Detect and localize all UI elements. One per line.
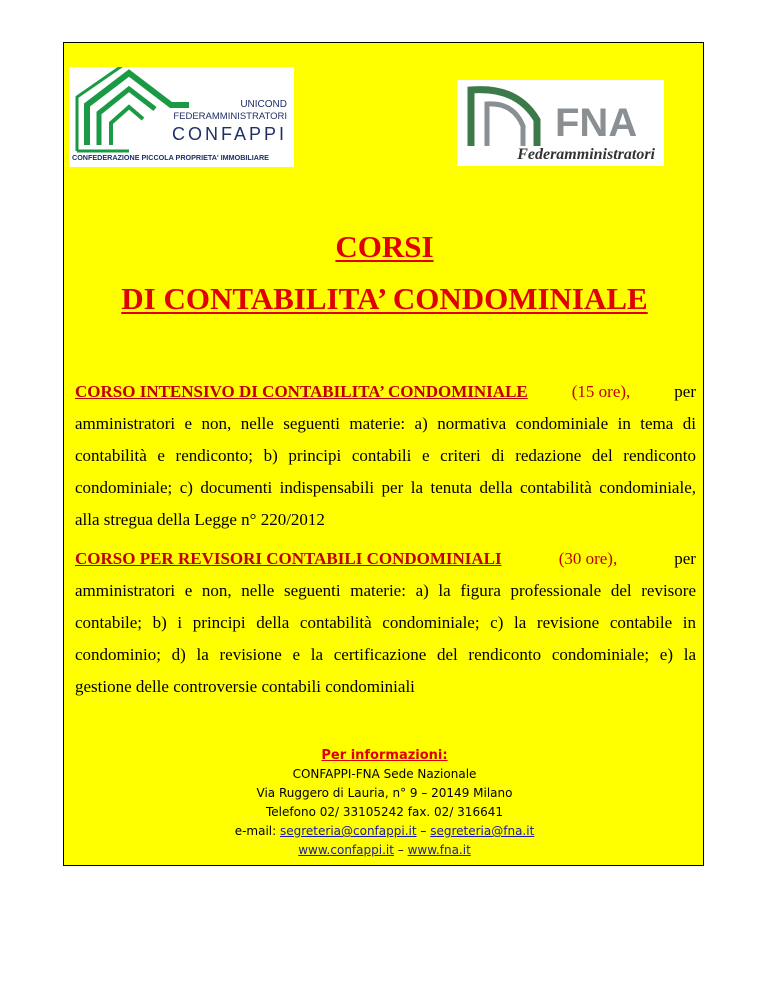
flyer-page: [63, 42, 704, 866]
course-revisori-name: CORSO PER REVISORI CONTABILI CONDOMINIALI: [75, 549, 502, 568]
email-separator: –: [420, 824, 427, 838]
course-intensivo-text-start: per: [674, 382, 696, 401]
email-confappi-link[interactable]: segreteria@confappi.it: [280, 824, 417, 838]
info-address: Via Ruggero di Lauria, n° 9 – 20149 Milano: [256, 786, 513, 800]
title-line1: CORSI: [335, 229, 434, 264]
fna-name: FNA: [555, 101, 638, 145]
title-line2: DI CONTABILITA’ CONDOMINIALE: [121, 281, 648, 316]
info-heading: Per informazioni:: [321, 748, 448, 763]
info-email-row: [64, 822, 705, 841]
confappi-line1: UNICOND: [240, 99, 287, 110]
course-intensivo-first-line: [75, 376, 696, 408]
course-intensivo-line4: condominiale; c) documenti indispensabili per la tenuta della contabilità condominiale,: [75, 478, 696, 497]
course-revisori-line4: condominio; d) la revisione e la certificazione del rendiconto condominiale; e) la: [75, 645, 696, 664]
course-intensivo-line3: contabilità e rendiconto; b) principi contabili e criteri di redazione del rendiconto: [75, 446, 696, 465]
email-label: e-mail:: [234, 824, 277, 838]
course-revisori-hours: (30 ore),: [558, 549, 618, 568]
fna-logo: [457, 80, 664, 166]
info-web-row: [64, 841, 705, 860]
confappi-name: CONFAPPI: [171, 124, 287, 144]
contact-info: [64, 746, 705, 860]
confappi-house-icon: [69, 67, 294, 167]
web-fna-link[interactable]: www.fna.it: [407, 843, 471, 857]
info-org: CONFAPPI-FNA Sede Nazionale: [292, 767, 477, 781]
course-revisori-line2: amministratori e non, nelle seguenti materie: a) la figura professionale del revisore: [75, 581, 696, 600]
course-intensivo-name: CORSO INTENSIVO DI CONTABILITA’ CONDOMINIALE: [75, 382, 528, 401]
course-revisori-first-line: [75, 543, 696, 575]
email-fna-link[interactable]: segreteria@fna.it: [430, 824, 535, 838]
fna-tagline: Federamministratori: [517, 146, 655, 163]
course-revisori-line3: contabile; b) i principi della contabilità condominiale; c) la revisione contabile in: [75, 613, 696, 632]
confappi-logo: [69, 67, 294, 167]
confappi-tagline: CONFEDERAZIONE PICCOLA PROPRIETA' IMMOBILIARE: [72, 153, 269, 162]
course-intensivo-line5: alla stregua della Legge n° 220/2012: [75, 510, 325, 529]
course-intensivo-line2: amministratori e non, nelle seguenti materie: a) normativa condominiale in tema di: [75, 414, 696, 433]
course-intensivo-hours: (15 ore),: [571, 382, 631, 401]
info-phone: Telefono 02/ 33105242 fax. 02/ 316641: [266, 805, 503, 819]
course-revisori-text-start: per: [674, 549, 696, 568]
web-confappi-link[interactable]: www.confappi.it: [298, 843, 394, 857]
fna-mark-icon: [457, 80, 664, 166]
confappi-line2: FEDERAMMINISTRATORI: [173, 111, 287, 122]
course-revisori: [75, 543, 696, 703]
web-separator: –: [397, 843, 404, 857]
course-intensivo: [75, 376, 696, 536]
course-revisori-line5: gestione delle controversie contabili condominiali: [75, 677, 415, 696]
